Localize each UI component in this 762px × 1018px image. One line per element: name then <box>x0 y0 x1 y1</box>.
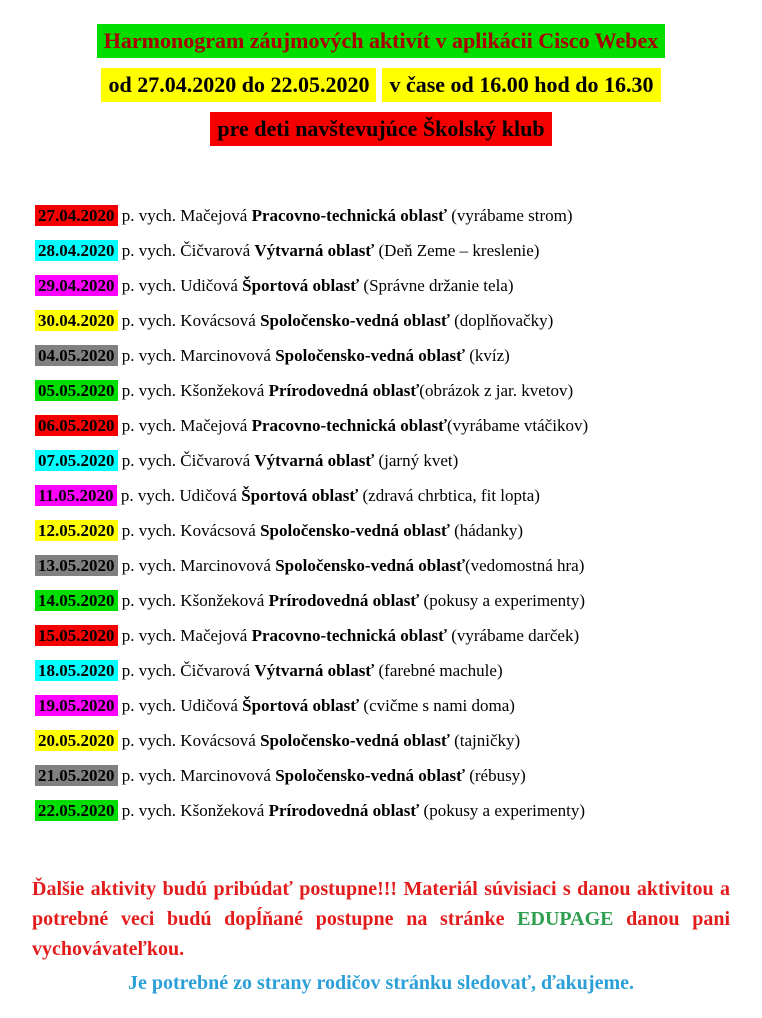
schedule-teacher: p. vych. Kovácsová <box>117 731 261 750</box>
schedule-teacher: p. vych. Kovácsová <box>117 311 261 330</box>
title-row-2 <box>0 68 762 102</box>
schedule-area: Spoločensko-vedná oblasť <box>275 346 465 365</box>
schedule-activity: (vyrábame darček) <box>446 626 580 645</box>
schedule-teacher: p. vych. Kovácsová <box>117 521 261 540</box>
schedule-area: Športová oblasť <box>242 276 360 295</box>
schedule-date-badge: 05.05.2020 <box>35 380 118 401</box>
schedule-activity: (doplňovačky) <box>449 311 554 330</box>
schedule-row <box>35 233 762 268</box>
schedule-area: Pracovno-technická oblasť <box>251 206 447 225</box>
schedule-date-badge: 28.04.2020 <box>35 240 118 261</box>
schedule-date-badge: 07.05.2020 <box>35 450 118 471</box>
schedule-row <box>35 548 762 583</box>
schedule-row <box>35 373 762 408</box>
schedule-activity: (farebné machule) <box>374 661 503 680</box>
schedule-area: Pracovno-technická oblasť <box>251 626 447 645</box>
schedule-activity: (pokusy a experimenty) <box>419 591 585 610</box>
schedule-area: Spoločensko-vedná oblasť <box>275 556 465 575</box>
schedule-teacher: p. vych. Mačejová <box>117 206 252 225</box>
schedule-date-badge: 06.05.2020 <box>35 415 118 436</box>
schedule-teacher: p. vych. Marcinovová <box>117 766 276 785</box>
schedule-teacher: p. vych. Udičová <box>117 276 243 295</box>
schedule-row <box>35 688 762 723</box>
schedule-row <box>35 303 762 338</box>
schedule-area: Športová oblasť <box>241 486 359 505</box>
footer-text-before: Ďalšie aktivity budú pribúdať postupne!!! Materiál súvisiaci s danou aktivitou a potrebné veci budú dopĺňané postupne na stránke <box>32 878 730 930</box>
schedule-teacher: p. vych. Mačejová <box>117 626 252 645</box>
schedule-row <box>35 513 762 548</box>
schedule-teacher: p. vych. Kšonžeková <box>117 381 269 400</box>
audience-label: pre deti navštevujúce Školský klub <box>210 112 551 146</box>
edupage-label: EDUPAGE <box>517 908 614 930</box>
schedule-row <box>35 583 762 618</box>
schedule-activity: (jarný kvet) <box>374 451 459 470</box>
schedule-row <box>35 198 762 233</box>
schedule-activity: (cvičme s nami doma) <box>359 696 515 715</box>
schedule-activity: (rébusy) <box>464 766 526 785</box>
schedule-area: Prírodovedná oblasť <box>268 801 420 820</box>
schedule-activity: (tajničky) <box>449 731 521 750</box>
schedule-teacher: p. vych. Udičová <box>117 696 243 715</box>
schedule-activity: (vyrábame strom) <box>446 206 573 225</box>
schedule-teacher: p. vych. Kšonžeková <box>117 801 269 820</box>
schedule-row <box>35 793 762 828</box>
schedule-date-badge: 18.05.2020 <box>35 660 118 681</box>
document-title: Harmonogram záujmových aktivít v aplikácii Cisco Webex <box>97 24 665 58</box>
schedule-area: Prírodovedná oblasť <box>268 591 420 610</box>
schedule-row <box>35 443 762 478</box>
schedule-teacher: p. vych. Čičvarová <box>117 451 255 470</box>
schedule-activity: (hádanky) <box>449 521 524 540</box>
schedule-teacher: p. vych. Udičová <box>116 486 242 505</box>
schedule-activity: (kvíz) <box>464 346 510 365</box>
schedule-teacher: p. vych. Čičvarová <box>117 241 255 260</box>
schedule-date-badge: 30.04.2020 <box>35 310 118 331</box>
schedule-row <box>35 723 762 758</box>
date-range-label: od 27.04.2020 do 22.05.2020 <box>101 68 376 102</box>
schedule-area: Spoločensko-vedná oblasť <box>260 731 450 750</box>
document-header <box>0 0 762 146</box>
schedule-activity: (obrázok z jar. kvetov) <box>419 381 574 400</box>
schedule-teacher: p. vych. Mačejová <box>117 416 252 435</box>
schedule-row <box>35 338 762 373</box>
schedule-activity: (zdravá chrbtica, fit lopta) <box>358 486 540 505</box>
schedule-teacher: p. vych. Kšonžeková <box>117 591 269 610</box>
schedule-area: Výtvarná oblasť <box>254 241 375 260</box>
schedule-activity: (pokusy a experimenty) <box>419 801 585 820</box>
schedule-row <box>35 758 762 793</box>
schedule-date-badge: 20.05.2020 <box>35 730 118 751</box>
schedule-teacher: p. vych. Marcinovová <box>117 556 276 575</box>
time-range-label: v čase od 16.00 hod do 16.30 <box>382 68 660 102</box>
schedule-row <box>35 618 762 653</box>
parents-note: Je potrebné zo strany rodičov stránku sledovať, ďakujeme. <box>127 972 634 994</box>
schedule-area: Výtvarná oblasť <box>254 661 375 680</box>
schedule-row <box>35 268 762 303</box>
schedule-date-badge: 15.05.2020 <box>35 625 118 646</box>
schedule-activity: (Deň Zeme – kreslenie) <box>374 241 540 260</box>
schedule-date-badge: 12.05.2020 <box>35 520 118 541</box>
footer-text-after: danou pani vychovávateľkou. <box>32 908 731 960</box>
schedule-date-badge: 19.05.2020 <box>35 695 118 716</box>
schedule-date-badge: 29.04.2020 <box>35 275 118 296</box>
schedule-activity: (Správne držanie tela) <box>359 276 514 295</box>
schedule-date-badge: 11.05.2020 <box>35 485 117 506</box>
schedule-area: Spoločensko-vedná oblasť <box>260 521 450 540</box>
schedule-date-badge: 27.04.2020 <box>35 205 118 226</box>
footer-paragraph <box>32 874 730 964</box>
schedule-date-badge: 13.05.2020 <box>35 555 118 576</box>
schedule-area: Športová oblasť <box>242 696 360 715</box>
title-row-1 <box>0 24 762 58</box>
schedule-area: Pracovno-technická oblasť <box>251 416 447 435</box>
schedule-date-badge: 14.05.2020 <box>35 590 118 611</box>
schedule-area: Prírodovedná oblasť <box>268 381 420 400</box>
schedule-area: Výtvarná oblasť <box>254 451 375 470</box>
schedule-teacher: p. vych. Marcinovová <box>117 346 276 365</box>
schedule-row <box>35 408 762 443</box>
schedule-date-badge: 04.05.2020 <box>35 345 118 366</box>
title-row-3 <box>0 112 762 146</box>
schedule-area: Spoločensko-vedná oblasť <box>260 311 450 330</box>
schedule-teacher: p. vych. Čičvarová <box>117 661 255 680</box>
schedule-activity: (vyrábame vtáčikov) <box>446 416 589 435</box>
schedule-list <box>35 198 762 828</box>
schedule-area: Spoločensko-vedná oblasť <box>275 766 465 785</box>
schedule-row <box>35 478 762 513</box>
schedule-date-badge: 21.05.2020 <box>35 765 118 786</box>
schedule-activity: (vedomostná hra) <box>464 556 585 575</box>
schedule-date-badge: 22.05.2020 <box>35 800 118 821</box>
schedule-row <box>35 653 762 688</box>
